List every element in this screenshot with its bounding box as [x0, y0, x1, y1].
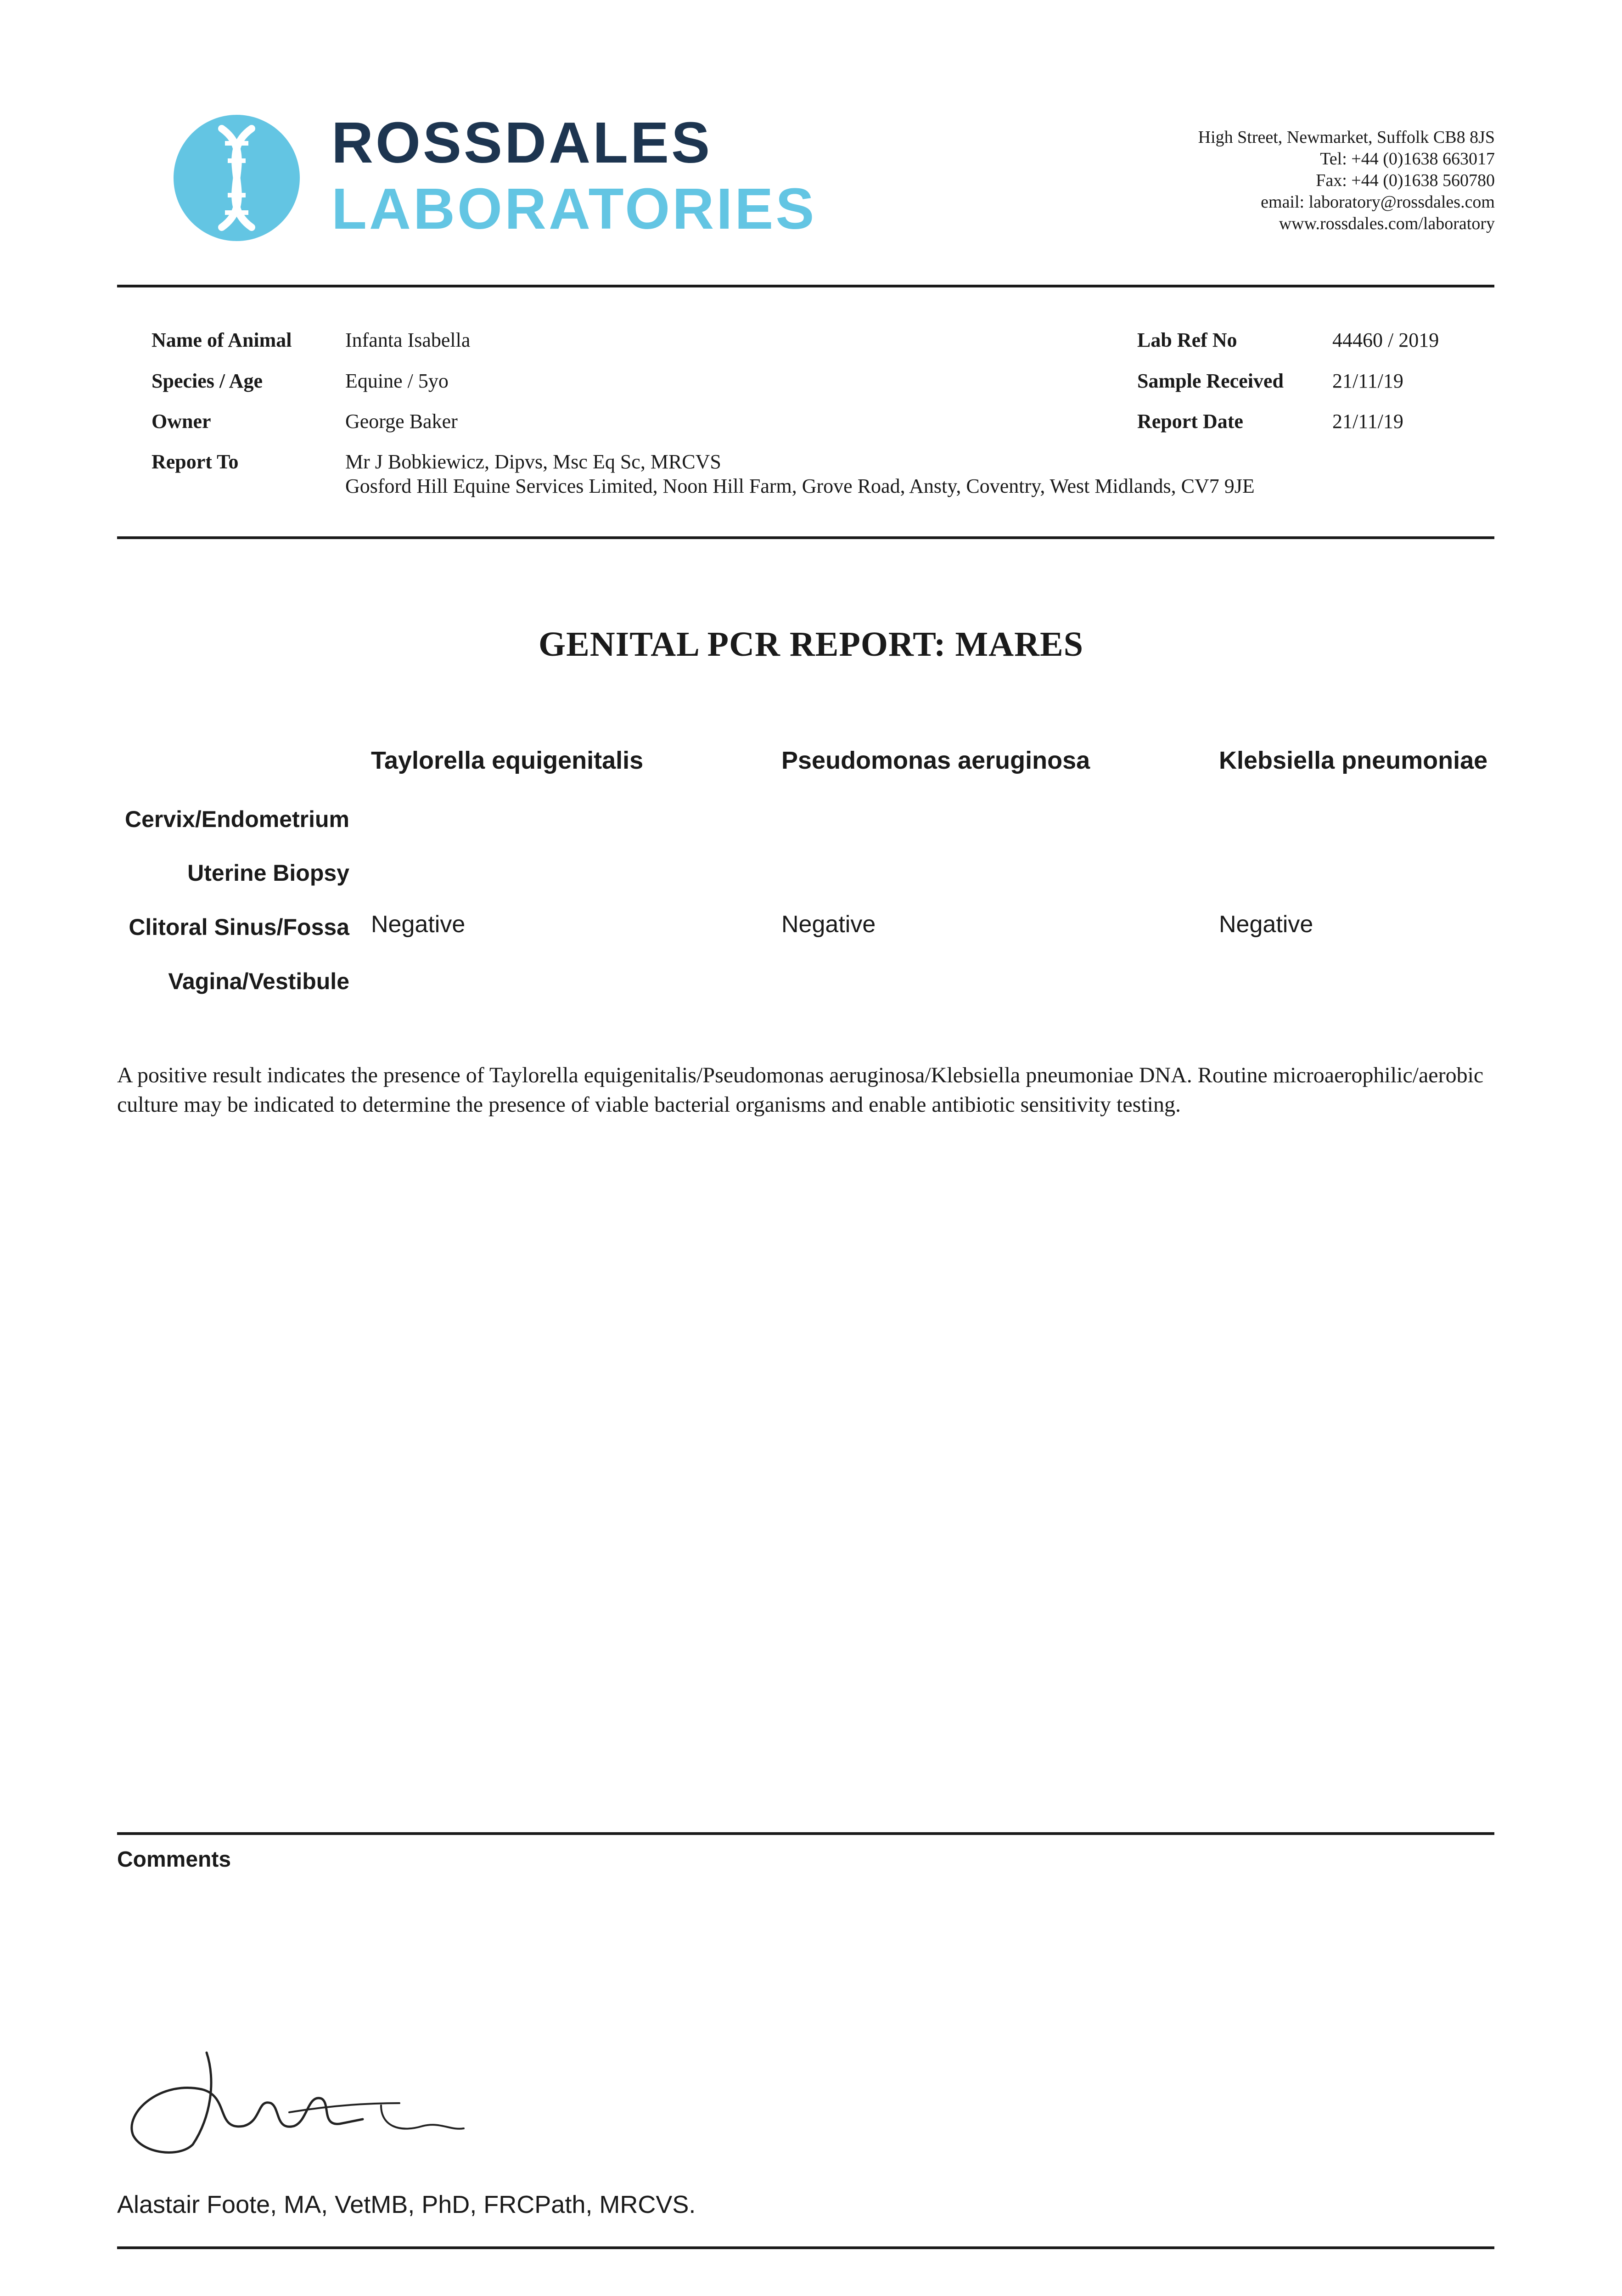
info-divider — [117, 536, 1494, 539]
owner-label: Owner — [152, 410, 211, 433]
contact-tel: Tel: +44 (0)1638 663017 — [1320, 149, 1495, 169]
signature — [124, 2039, 482, 2158]
result-clitoral-klebsiella: Negative — [1219, 911, 1313, 938]
contact-email[interactable]: email: laboratory@rossdales.com — [1261, 192, 1495, 212]
result-clitoral-taylorella: Negative — [371, 911, 466, 938]
report-to-line2: Gosford Hill Equine Services Limited, Noon Hill Farm, Grove Road, Ansty, Coventry, West Midlands, CV7 9JE — [345, 475, 1255, 497]
sample-received-value: 21/11/19 — [1332, 370, 1403, 392]
report-note: A positive result indicates the presence of Taylorella equigenitalis/Pseudomonas aeruginosa/Klebsiella pneumoniae DNA. Routine microaerophilic/aerobic culture may be indicated to determine the presence of viable bacterial organisms and enable antibiotic sensitivity testing. — [117, 1063, 1484, 1117]
lab-ref-value: 44460 / 2019 — [1332, 329, 1439, 351]
lab-ref-label: Lab Ref No — [1137, 329, 1237, 351]
report-to-line1: Mr J Bobkiewicz, Dipvs, Msc Eq Sc, MRCVS — [345, 450, 721, 473]
row-label-vagina-vestibule: Vagina/Vestibule — [168, 968, 349, 994]
row-label-uterine-biopsy: Uterine Biopsy — [187, 860, 349, 886]
brand-name-line2: LABORATORIES — [331, 176, 817, 241]
contact-block — [1198, 127, 1495, 235]
result-clitoral-pseudomonas: Negative — [781, 911, 876, 938]
report-to-label: Report To — [152, 450, 239, 473]
comments-divider — [117, 1832, 1494, 1835]
footer-divider — [117, 2246, 1494, 2249]
sample-received-label: Sample Received — [1137, 370, 1284, 392]
report-title: GENITAL PCR REPORT: MARES — [538, 625, 1084, 664]
comments-label: Comments — [117, 1847, 231, 1872]
contact-fax: Fax: +44 (0)1638 560780 — [1316, 171, 1495, 190]
contact-website[interactable]: www.rossdales.com/laboratory — [1279, 214, 1495, 233]
brand-name-line1: ROSSDALES — [331, 110, 713, 175]
row-label-cervix-endometrium: Cervix/Endometrium — [124, 806, 349, 832]
dna-icon — [174, 115, 300, 241]
report-date-value: 21/11/19 — [1332, 410, 1403, 433]
species-age-label: Species / Age — [152, 370, 263, 392]
contact-address: High Street, Newmarket, Suffolk CB8 8JS — [1198, 128, 1495, 147]
row-label-clitoral-sinus-fossa: Clitoral Sinus/Fossa — [129, 914, 349, 940]
report-date-label: Report Date — [1137, 410, 1243, 433]
header-divider — [117, 285, 1494, 287]
name-of-animal-label: Name of Animal — [152, 329, 292, 351]
name-of-animal-value: Infanta Isabella — [345, 329, 471, 351]
species-age-value: Equine / 5yo — [345, 370, 449, 392]
column-header-pseudomonas: Pseudomonas aeruginosa — [781, 747, 1090, 774]
signer-name: Alastair Foote, MA, VetMB, PhD, FRCPath, MRCVS. — [117, 2191, 696, 2218]
owner-value: George Baker — [345, 410, 458, 433]
column-header-klebsiella: Klebsiella pneumoniae — [1219, 747, 1488, 774]
column-header-taylorella: Taylorella equigenitalis — [371, 747, 644, 774]
